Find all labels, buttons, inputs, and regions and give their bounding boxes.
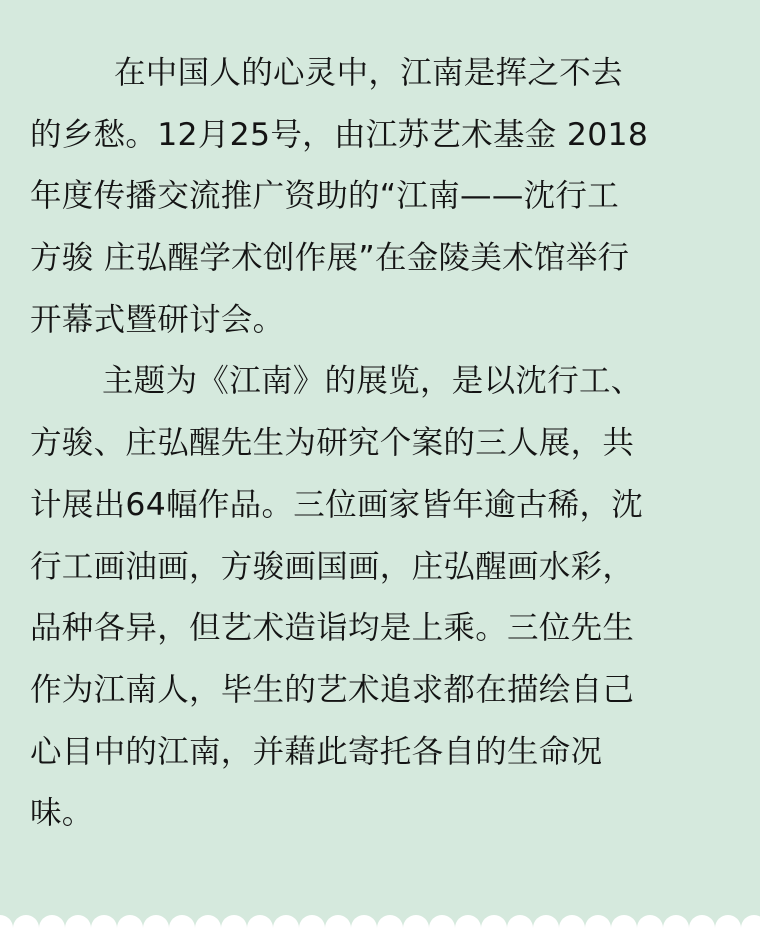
- text-line: 主题为《江南》的展览，是以沈行工、: [102, 363, 643, 400]
- scallop-circle: [429, 915, 455, 928]
- scallop-circle: [299, 915, 325, 928]
- text-line: 作为江南人，毕生的艺术追求都在描绘自己: [30, 671, 635, 708]
- scallop-circle: [585, 915, 611, 928]
- scallop-circle: [195, 915, 221, 928]
- scallop-circle: [715, 915, 741, 928]
- scallop-circle: [65, 915, 91, 928]
- scallop-circle: [663, 915, 689, 928]
- scallop-circle: [455, 915, 481, 928]
- text-line: 心目中的江南，并藉此寄托各自的生命况: [30, 733, 603, 770]
- scallop-circle: [143, 915, 169, 928]
- paragraph-intro: [30, 43, 732, 351]
- scallop-circle: [403, 915, 429, 928]
- scallop-circle: [611, 915, 637, 928]
- text-line: 味。: [30, 795, 94, 832]
- text-line: 品种各异，但艺术造诣均是上乘。三位先生: [30, 610, 635, 647]
- scallop-circle: [351, 915, 377, 928]
- scallop-circle: [689, 915, 715, 928]
- scallop-circle: [481, 915, 507, 928]
- scallop-circle: [247, 915, 273, 928]
- text-line: 年度传播交流推广资助的“江南——沈行工: [30, 178, 620, 215]
- scallop-circle: [273, 915, 299, 928]
- scallop-circle: [39, 915, 65, 928]
- text-line: 计展出64幅作品。三位画家皆年逾古稀，沈: [30, 486, 644, 523]
- scallop-circle: [221, 915, 247, 928]
- scallop-shape: [0, 906, 760, 928]
- text-line: 在中国人的心灵中，江南是挥之不去: [114, 55, 623, 91]
- paragraph-exhibition: [30, 351, 732, 845]
- text-line: 开幕式暨研讨会。: [30, 301, 285, 338]
- article-body: [30, 43, 732, 845]
- text-line: 方骏 庄弘醒学术创作展”在金陵美术馆举行: [30, 240, 630, 277]
- text-line: 方骏、庄弘醒先生为研究个案的三人展，共: [30, 425, 635, 462]
- scallop-circle: [117, 915, 143, 928]
- scallop-circle: [637, 915, 663, 928]
- scallop-circle: [325, 915, 351, 928]
- scallop-border: [0, 906, 760, 928]
- scallop-circle: [377, 915, 403, 928]
- scallop-circle: [741, 915, 760, 928]
- text-line: 的乡愁。12月25号，由江苏艺术基金 2018: [30, 116, 649, 153]
- text-line: 行工画油画，方骏画国画，庄弘醒画水彩，: [30, 548, 635, 585]
- scallop-circle: [0, 915, 13, 928]
- scallop-circle: [169, 915, 195, 928]
- scallop-circle: [507, 915, 533, 928]
- scallop-circle: [559, 915, 585, 928]
- scallop-circle: [91, 915, 117, 928]
- scallop-circle: [13, 915, 39, 928]
- scallop-circle: [533, 915, 559, 928]
